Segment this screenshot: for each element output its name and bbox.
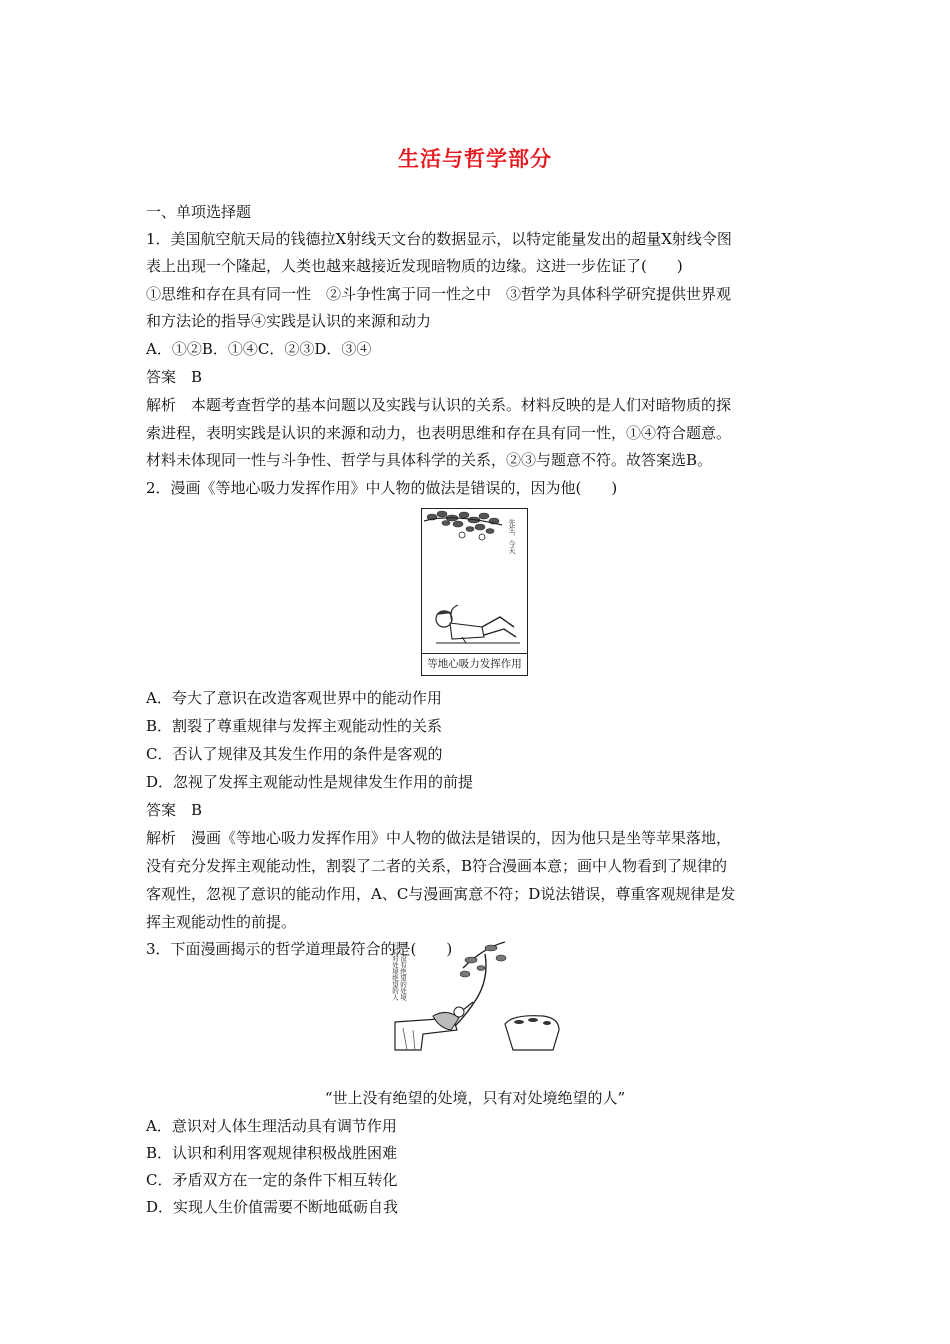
q3-stem: 3．下面漫画揭示的哲学道理最符合的是( ) <box>146 940 453 958</box>
cartoon-vertical-text: 先生，今天 <box>508 519 516 554</box>
cartoon-waiting-for-gravity <box>421 508 528 676</box>
q1-explanation-line-3: 材料未体现同一性与斗争性、哲学与具体科学的关系，②③与题意不符。故答案选B。 <box>146 451 713 469</box>
q2-option-b: B．割裂了尊重规律与发挥主观能动性的关系 <box>146 717 443 735</box>
q3-option-d: D．实现人生价值需要不断地砥砺自我 <box>146 1198 399 1216</box>
page-title: 生活与哲学部分 <box>398 147 552 171</box>
q3-option-b: B．认识和利用客观规律积极战胜困难 <box>146 1144 398 1162</box>
q2-stem: 2．漫画《等地心吸力发挥作用》中人物的做法是错误的，因为他( ) <box>146 479 618 497</box>
q1-statements-line-1: ①思维和存在具有同一性 ②斗争性寓于同一性之中 ③哲学为具体科学研究提供世界观 <box>146 285 732 303</box>
q2-explanation-line-3: 客观性，忽视了意识的能动作用，A、C与漫画寓意不符；D说法错误，尊重客观规律是发 <box>146 885 736 903</box>
q2-explanation-line-2: 没有充分发挥主观能动性，割裂了二者的关系，B符合漫画本意；画中人物看到了规律的 <box>146 857 728 875</box>
q1-explanation-line-2: 索进程，表明实践是认识的来源和动力，也表明思维和存在具有同一性，①④符合题意。 <box>146 424 732 442</box>
cartoon-illustration <box>393 938 561 1050</box>
q1-stem-line-1: 1．美国航空航天局的钱德拉X射线天文台的数据显示，以特定能量发出的超量X射线令图 <box>146 230 732 248</box>
q3-option-a: A．意识对人体生理活动具有调节作用 <box>146 1117 397 1135</box>
q3-figure-caption: “世上没有绝望的处境，只有对处境绝望的人” <box>324 1089 626 1107</box>
q2-option-a: A．夸大了意识在改造客观世界中的能动作用 <box>146 689 442 707</box>
section-heading: 一、单项选择题 <box>146 203 252 221</box>
cartoon-caption: 等地心吸力发挥作用 <box>422 653 527 675</box>
q2-option-c: C．否认了规律及其发生作用的条件是客观的 <box>146 745 443 763</box>
q1-answer: 答案 B <box>146 368 203 386</box>
q1-statements-line-2: 和方法论的指导④实践是认识的来源和动力 <box>146 312 432 330</box>
q2-option-d: D．忽视了发挥主观能动性是规律发生作用的前提 <box>146 773 474 791</box>
cartoon-vertical-text-2: 只有对处境绝望的人 <box>391 942 399 1001</box>
q2-explanation-line-4: 挥主观能动性的前提。 <box>146 913 297 931</box>
q2-explanation-line-1: 解析 漫画《等地心吸力发挥作用》中人物的做法是错误的，因为他只是坐等苹果落地， <box>146 829 732 847</box>
q1-stem-line-2: 表上出现一个隆起，人类也越来越接近发现暗物质的边缘。这进一步佐证了( ) <box>146 257 683 275</box>
q1-explanation-line-1: 解析 本题考查哲学的基本问题以及实践与认识的关系。材料反映的是人们对暗物质的探 <box>146 396 732 414</box>
cartoon-vertical-text-1: 世上没有绝望的处境 <box>399 942 407 1001</box>
q2-answer: 答案 B <box>146 801 203 819</box>
cartoon-cliff-vine <box>393 938 561 1050</box>
q3-option-c: C．矛盾双方在一定的条件下相互转化 <box>146 1171 398 1189</box>
q1-options: A．①②B．①④C．②③D．③④ <box>146 340 372 358</box>
cartoon-illustration <box>422 509 527 653</box>
